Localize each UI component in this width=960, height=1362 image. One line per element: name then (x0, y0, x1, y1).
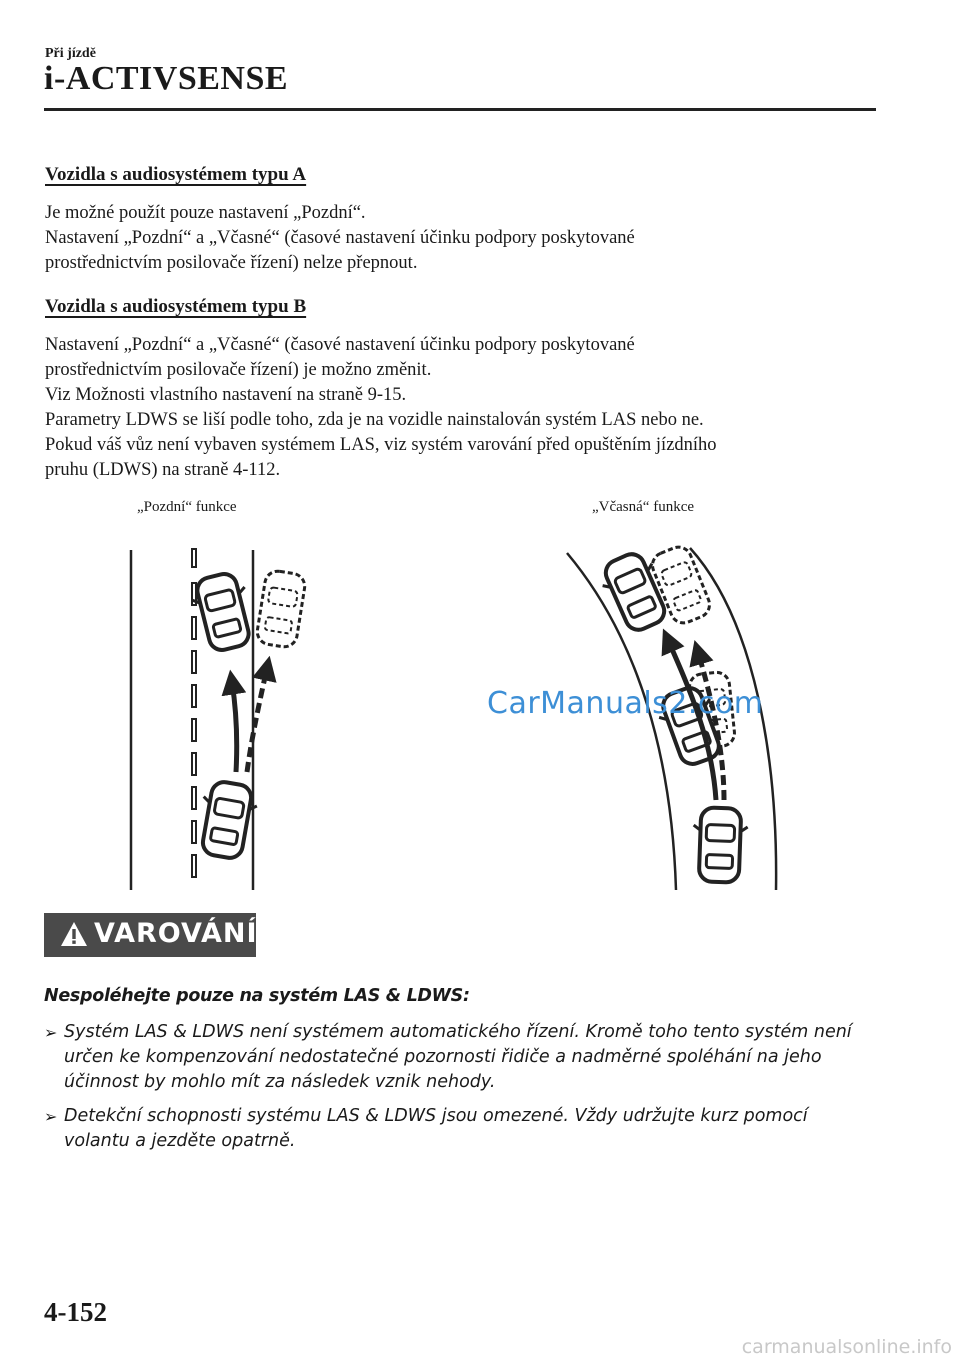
car-icon (194, 779, 260, 861)
page-number: 4-152 (44, 1297, 107, 1327)
text-line: Systém LAS & LDWS není systémem automatického řízení. Kromě toho tento systém není (64, 1022, 852, 1042)
lane-markings (192, 549, 196, 877)
text-line: prostřednictvím posilovače řízení) je možno změnit. (45, 360, 432, 380)
caption-early: „Včasná“ funkce (592, 499, 695, 515)
section-label: Při jízdě (45, 46, 96, 61)
heading-type-a: Vozidla s audiosystémem typu A (45, 164, 307, 185)
chapter-title: i-ACTIVSENSE (44, 60, 289, 97)
warning-icon (60, 920, 88, 948)
heading-type-b: Vozidla s audiosystémem typu B (45, 296, 307, 317)
car-icon (692, 807, 749, 883)
arrow-icon (232, 682, 237, 772)
caption-late: „Pozdní“ funkce (137, 499, 237, 515)
text-line: Parametry LDWS se liší podle toho, zda je na vozidle nainstalován systém LAS nebo ne. (45, 410, 704, 430)
watermark: CarManuals2.com (487, 686, 764, 721)
warning-badge (44, 913, 256, 957)
text-line: Nastavení „Pozdní“ a „Včasné“ (časové nastavení účinku podpory poskytované (45, 228, 635, 248)
arrow-dashed-icon (247, 668, 267, 772)
car-ghost-icon (255, 569, 306, 648)
text-line: Detekční schopnosti systému LAS & LDWS jsou omezené. Vždy udržujte kurz pomocí (64, 1106, 808, 1126)
text-line: určen ke kompenzování nedostatečné pozornosti řidiče a nadměrné spoléhání na jeho (64, 1047, 822, 1067)
car-icon (188, 570, 258, 655)
warning-bullet (44, 1020, 874, 1095)
text-line: Je možné použít pouze nastavení „Pozdní“. (45, 203, 366, 223)
text-line: Nastavení „Pozdní“ a „Včasné“ (časové nastavení účinku podpory poskytované (45, 335, 635, 355)
text-line: Viz Možnosti vlastního nastavení na straně 9-15. (45, 385, 407, 405)
text-line: pruhu (LDWS) na straně 4-112. (45, 460, 281, 480)
bullet-arrow-icon: ➢ (44, 1107, 58, 1126)
bullet-arrow-icon: ➢ (44, 1023, 58, 1042)
footer-watermark: carmanualsonline.info (741, 1336, 952, 1358)
warning-label: VAROVÁNÍ (94, 918, 258, 949)
warning-heading: Nespoléhejte pouze na systém LAS & LDWS: (44, 986, 470, 1006)
text-line: Pokud váš vůz není vybaven systémem LAS, viz systém varování před opuštěním jízdního (45, 435, 717, 455)
text-line: účinnost by mohlo mít za následek vznik nehody. (64, 1072, 496, 1092)
late-function-diagram (131, 549, 307, 890)
warning-bullet (44, 1104, 874, 1154)
text-line: volantu a jezděte opatrně. (64, 1131, 296, 1151)
text-line: prostřednictvím posilovače řízení) nelze přepnout. (45, 253, 418, 273)
